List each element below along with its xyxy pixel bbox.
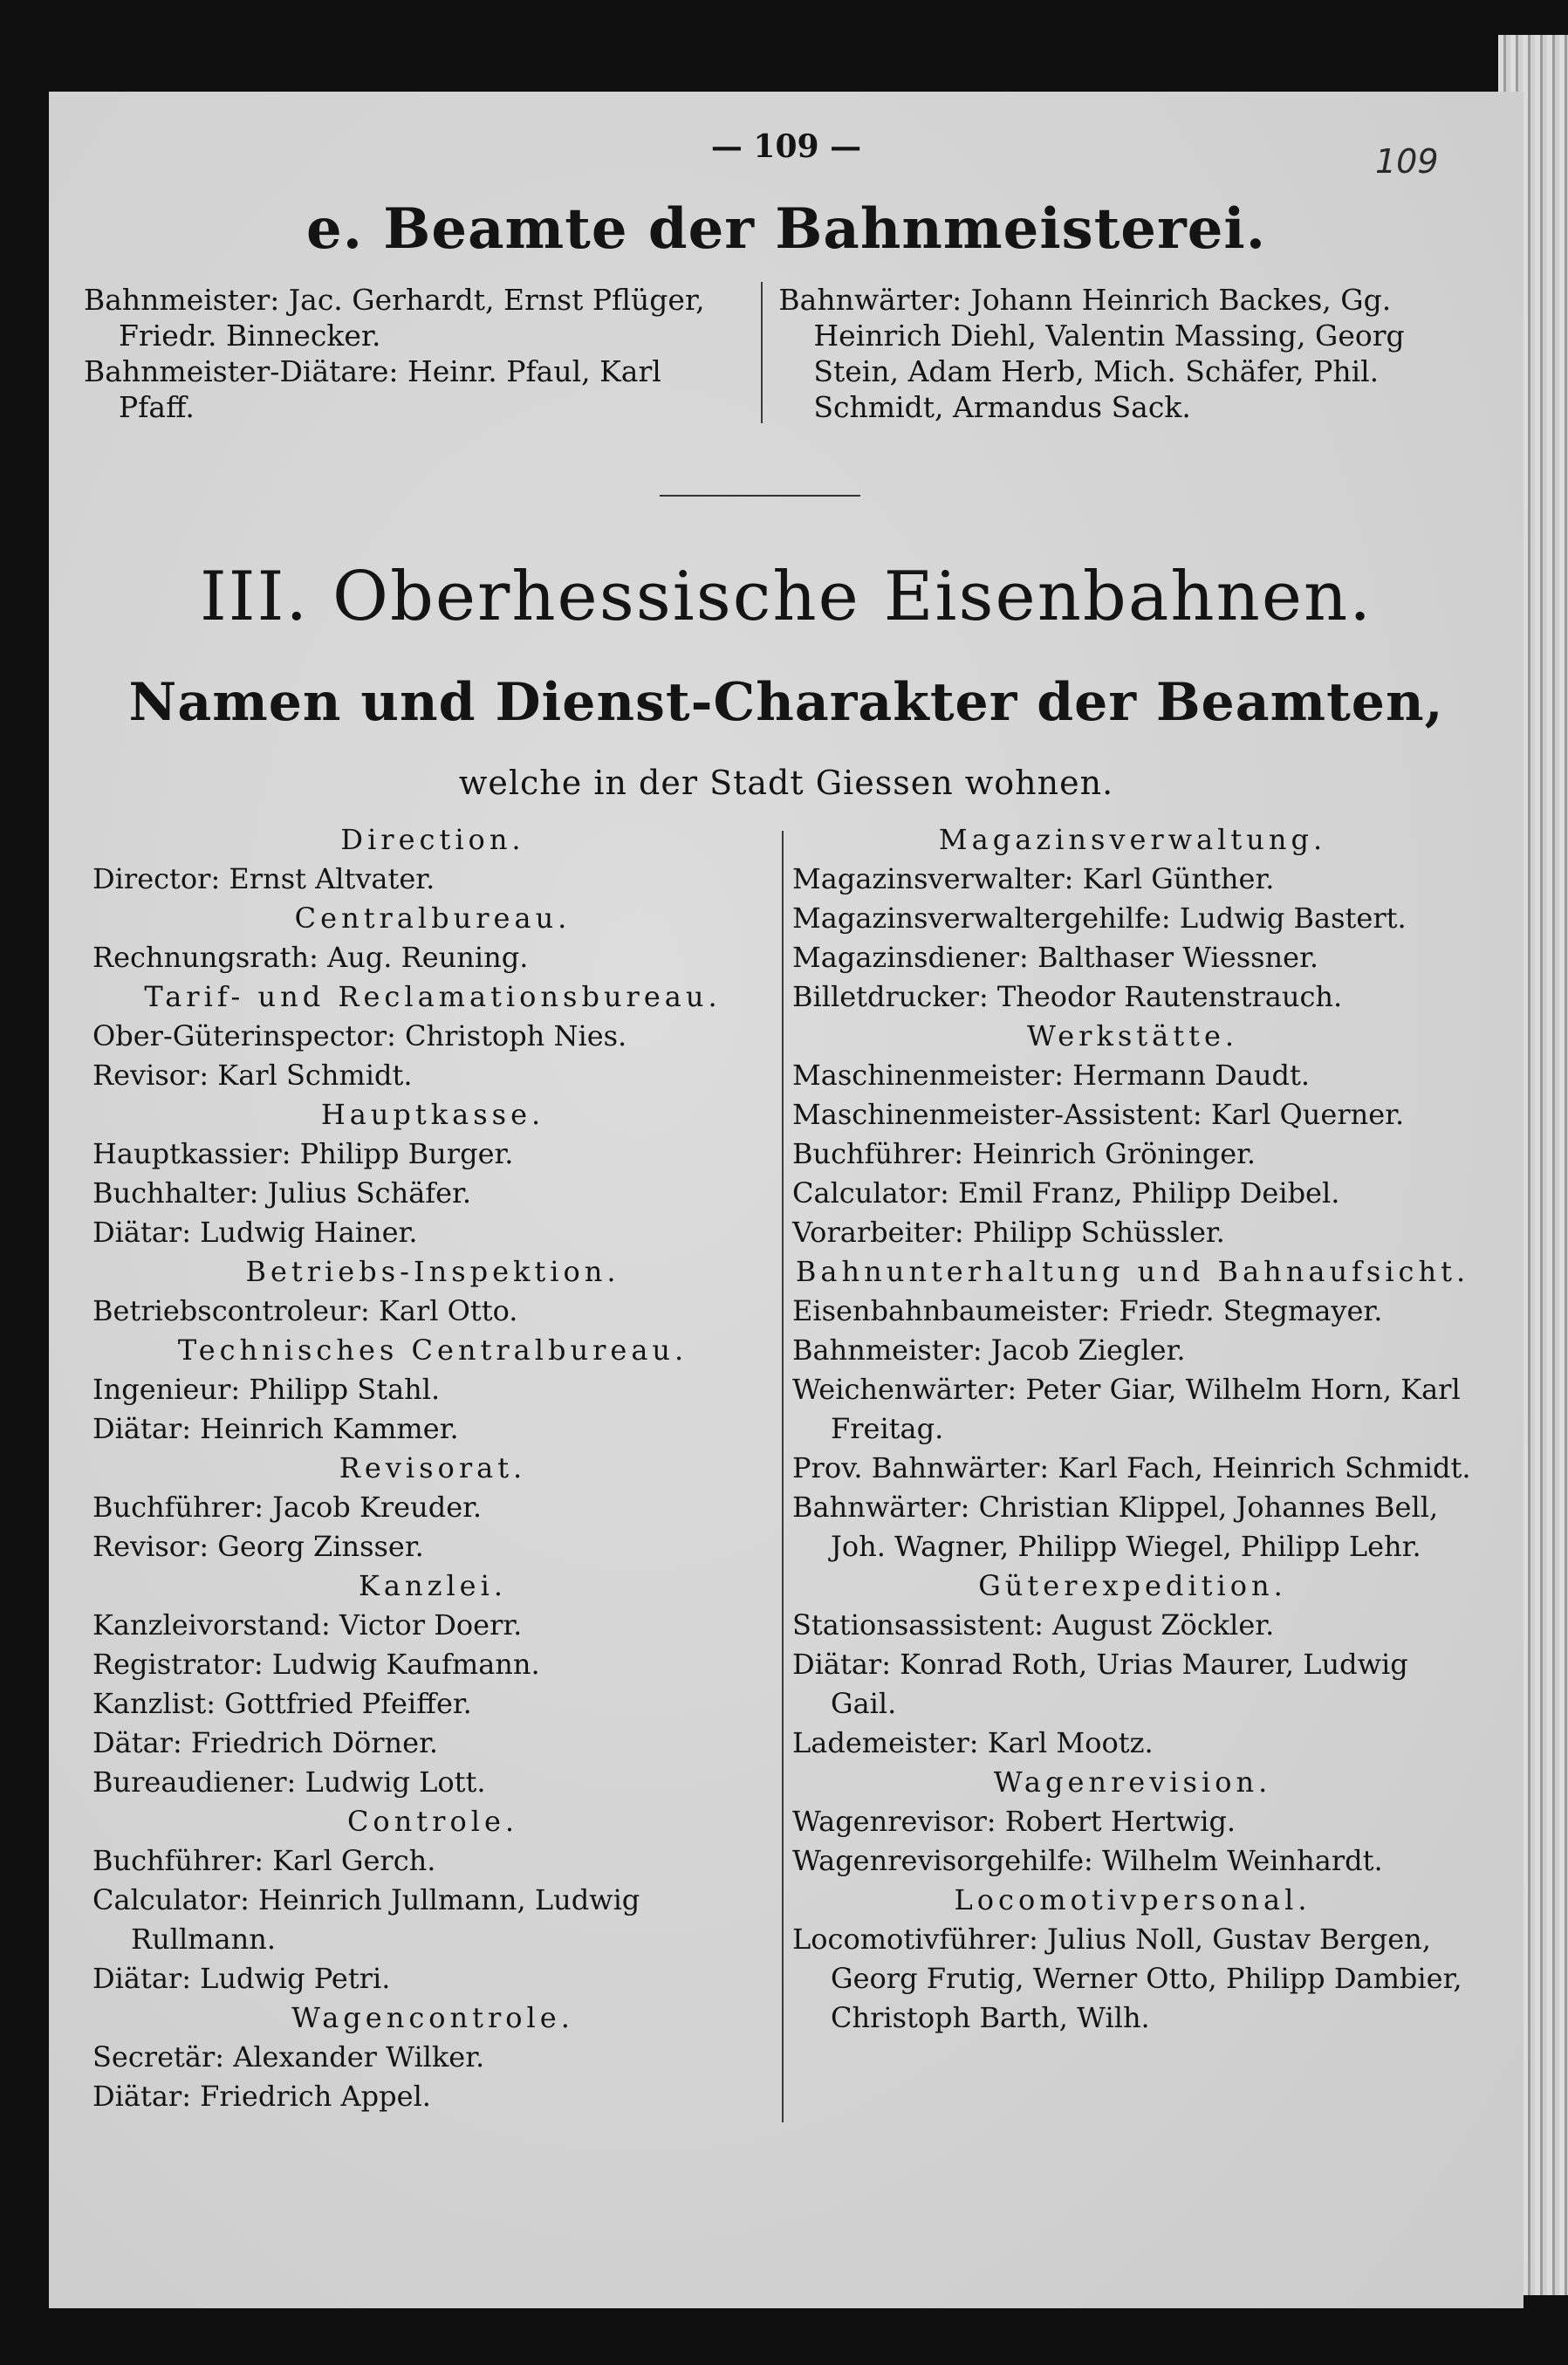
section-e-right-column	[778, 282, 1440, 425]
department-heading: Wagencontrole.	[291, 2001, 574, 2034]
page-number: — 109 —	[710, 128, 862, 165]
staff-entry: Diätar: Ludwig Hainer.	[92, 1216, 418, 1249]
staff-entry: Eisenbahnbaumeister: Friedr. Stegmayer.	[792, 1294, 1383, 1327]
staff-entry: Diätar: Heinrich Kammer.	[92, 1412, 459, 1445]
staff-entry: Vorarbeiter: Philipp Schüssler.	[792, 1216, 1225, 1249]
staff-entry: Registrator: Ludwig Kaufmann.	[92, 1648, 540, 1681]
staff-entry: Maschinenmeister: Hermann Daudt.	[792, 1059, 1310, 1092]
department-heading: Wagenrevision.	[993, 1765, 1272, 1799]
staff-entry: Betriebscontroleur: Karl Otto.	[92, 1294, 518, 1327]
column-divider	[761, 282, 763, 423]
left-staff-column	[92, 820, 773, 2122]
staff-entry: Buchhalter: Julius Schäfer.	[92, 1176, 471, 1210]
staff-entry: Director: Ernst Altvater.	[92, 862, 435, 895]
staff-entry: Magazinsverwalter: Karl Günther.	[792, 862, 1275, 895]
staff-entry: Calculator: Emil Franz, Philipp Deibel.	[792, 1176, 1340, 1210]
staff-entry: Kanzlist: Gottfried Pfeiffer.	[92, 1687, 472, 1720]
staff-entry: Ober-Güterinspector: Christoph Nies.	[92, 1019, 627, 1052]
staff-entry: Magazinsverwaltergehilfe: Ludwig Bastert.	[792, 901, 1407, 935]
department-heading: Locomotivpersonal.	[954, 1883, 1311, 1916]
subtitle: Namen und Dienst-Charakter der Beamten,	[128, 672, 1444, 733]
department-heading: Güterexpedition.	[978, 1569, 1287, 1602]
staff-entry: Bahnwärter: Christian Klippel, Johannes Bell, Joh. Wagner, Philipp Wiegel, Philipp Lehr.	[792, 1491, 1439, 1563]
department-heading: Werkstätte.	[1026, 1019, 1239, 1052]
staff-entry: Ingenieur: Philipp Stahl.	[92, 1373, 441, 1406]
staff-entry: Lademeister: Karl Mootz.	[792, 1726, 1154, 1759]
department-heading: Magazinsverwaltung.	[938, 823, 1327, 856]
department-heading: Kanzlei.	[358, 1569, 508, 1602]
department-heading: Technisches Centralbureau.	[177, 1333, 688, 1367]
staff-entry: Maschinenmeister-Assistent: Karl Querner.	[792, 1098, 1405, 1131]
staff-entry: Bahnmeister: Jacob Ziegler.	[792, 1333, 1186, 1367]
handwritten-page-note: 109	[1375, 142, 1439, 181]
book-page	[49, 92, 1523, 2308]
staff-columns	[92, 820, 1480, 2122]
department-heading: Direction.	[340, 823, 525, 856]
staff-entry: Magazinsdiener: Balthaser Wiessner.	[792, 941, 1319, 974]
staff-entry: Bahnmeister: Jac. Gerhardt, Ernst Pflüger, Friedr. Binnecker.	[84, 283, 705, 353]
staff-entry: Buchführer: Heinrich Gröninger.	[792, 1137, 1256, 1170]
staff-entry: Kanzleivorstand: Victor Doerr.	[92, 1608, 523, 1642]
staff-entry: Secretär: Alexander Wilker.	[92, 2040, 485, 2074]
section-rule	[660, 495, 860, 497]
staff-entry: Wagenrevisorgehilfe: Wilhelm Weinhardt.	[792, 1844, 1383, 1877]
right-staff-column	[792, 820, 1473, 2122]
department-heading: Revisorat.	[339, 1451, 527, 1484]
staff-entry: Bahnwärter: Johann Heinrich Backes, Gg. Heinrich Diehl, Valentin Massing, Georg Stein, Adam Herb, Mich. Schäfer, Phil. Schmidt, Armandus Sack.	[778, 283, 1405, 424]
department-heading: Centralbureau.	[294, 901, 572, 935]
residence-line: welche in der Stadt Giessen wohnen.	[458, 764, 1114, 802]
staff-entry: Wagenrevisor: Robert Hertwig.	[792, 1805, 1236, 1838]
main-title: III. Oberhessische Eisenbahnen.	[199, 558, 1373, 636]
department-heading: Bahnunterhaltung und Bahnaufsicht.	[795, 1255, 1470, 1288]
staff-entry: Calculator: Heinrich Jullmann, Ludwig Rullmann.	[92, 1883, 640, 1956]
staff-entry: Rechnungsrath: Aug. Reuning.	[92, 941, 529, 974]
staff-entry: Diätar: Friedrich Appel.	[92, 2080, 431, 2113]
staff-entry: Revisor: Georg Zinsser.	[92, 1530, 424, 1563]
staff-entry: Billetdrucker: Theodor Rautenstrauch.	[792, 980, 1343, 1013]
staff-entry: Dätar: Friedrich Dörner.	[92, 1726, 439, 1759]
staff-entry: Bahnmeister-Diätare: Heinr. Pfaul, Karl Pfaff.	[84, 354, 661, 424]
department-heading: Hauptkasse.	[320, 1098, 545, 1131]
department-heading: Tarif- und Reclamationsbureau.	[144, 980, 722, 1013]
column-divider	[782, 831, 784, 2122]
staff-entry: Buchführer: Jacob Kreuder.	[92, 1491, 483, 1524]
staff-entry: Locomotivführer: Julius Noll, Gustav Bergen, Georg Frutig, Werner Otto, Philipp Dambier, Christoph Barth, Wilh.	[792, 1923, 1462, 2034]
department-heading: Betriebs-Inspektion.	[245, 1255, 620, 1288]
department-heading: Controle.	[346, 1805, 519, 1838]
staff-entry: Buchführer: Karl Gerch.	[92, 1844, 436, 1877]
staff-entry: Stationsassistent: August Zöckler.	[792, 1608, 1275, 1642]
staff-entry: Revisor: Karl Schmidt.	[92, 1059, 413, 1092]
staff-entry: Diätar: Ludwig Petri.	[92, 1962, 391, 1995]
staff-entry: Diätar: Konrad Roth, Urias Maurer, Ludwig Gail.	[792, 1648, 1408, 1720]
section-e-title: e. Beamte der Bahnmeisterei.	[305, 196, 1267, 262]
section-e-columns	[84, 282, 1462, 425]
staff-entry: Weichenwärter: Peter Giar, Wilhelm Horn, Karl Freitag.	[792, 1373, 1461, 1445]
staff-entry: Prov. Bahnwärter: Karl Fach, Heinrich Schmidt.	[792, 1451, 1471, 1484]
staff-entry: Bureaudiener: Ludwig Lott.	[92, 1765, 486, 1799]
staff-entry: Hauptkassier: Philipp Burger.	[92, 1137, 514, 1170]
section-e-left-column	[84, 282, 745, 425]
